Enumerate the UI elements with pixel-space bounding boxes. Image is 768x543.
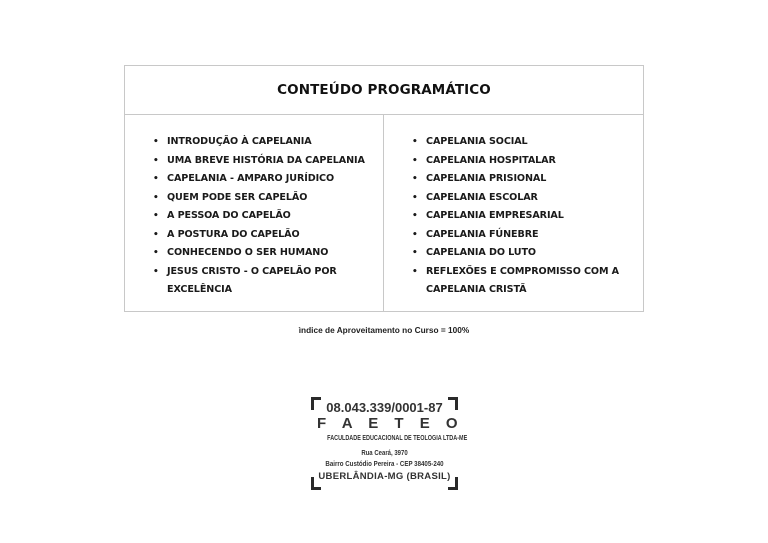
topic-label: INTRODUÇÃO À CAPELANIA [167, 136, 312, 147]
list-item [412, 152, 641, 171]
course-performance-note: ìndice de Aproveitamento no Curso = 100% [298, 325, 470, 335]
institution-stamp [311, 397, 468, 490]
list-item [153, 207, 382, 226]
bullet-icon: • [412, 248, 418, 258]
bullet-icon: • [412, 266, 418, 277]
stamp-name: F A E T E O [317, 415, 464, 432]
left-topics-list [153, 133, 382, 300]
list-item [153, 189, 382, 208]
program-content-table [124, 65, 644, 312]
stamp-full-name: FACULDADE EDUCACIONAL DE TEOLOGIA LTDA-ME [327, 435, 468, 442]
list-item [412, 133, 641, 152]
list-item [412, 189, 641, 208]
list-item [412, 207, 641, 226]
list-item [153, 263, 347, 300]
topic-label: CONHECENDO O SER HUMANO [167, 247, 329, 258]
list-item [412, 244, 641, 263]
topic-label: REFLEXÕES E COMPROMISSO COM A CAPELANIA CRISTÃ [426, 265, 619, 295]
topic-label: A PESSOA DO CAPELÃO [167, 210, 291, 221]
bullet-icon: • [153, 137, 159, 147]
list-item [153, 244, 382, 263]
table-title: CONTEÚDO PROGRAMÁTICO [277, 82, 491, 98]
left-topics-column [125, 115, 384, 311]
topic-label: JESUS CRISTO - O CAPELÃO POR EXCELÊNCIA [167, 265, 337, 295]
stamp-street: Rua Ceará, 3970 [361, 448, 408, 457]
right-topics-list [412, 133, 641, 300]
stamp-city: UBERLÂNDIA-MG (BRASIL) [318, 471, 451, 482]
list-item [153, 152, 382, 171]
table-body [125, 115, 643, 311]
list-item [153, 133, 382, 152]
list-item [153, 226, 382, 245]
topic-label: CAPELANIA SOCIAL [426, 136, 528, 147]
list-item [412, 226, 641, 245]
stamp-cnpj: 08.043.339/0001-87 [326, 400, 443, 415]
topic-label: QUEM PODE SER CAPELÃO [167, 191, 308, 203]
bullet-icon: • [412, 155, 418, 166]
topic-label: CAPELANIA - AMPARO JURÍDICO [167, 173, 335, 184]
right-topics-column [384, 115, 643, 311]
topic-label: CAPELANIA PRISIONAL [426, 173, 547, 184]
topic-label: CAPELANIA ESCOLAR [426, 191, 538, 203]
bullet-icon: • [153, 229, 159, 240]
bullet-icon: • [153, 248, 159, 258]
bullet-icon: • [412, 192, 418, 203]
topic-label: A POSTURA DO CAPELÃO [167, 228, 300, 240]
table-header [125, 66, 643, 115]
topic-label: CAPELANIA FÚNEBRE [426, 228, 539, 240]
bullet-icon: • [412, 174, 418, 184]
topic-label: CAPELANIA HOSPITALAR [426, 154, 556, 166]
bullet-icon: • [153, 155, 159, 166]
bullet-icon: • [412, 229, 418, 240]
list-item [412, 170, 641, 189]
bullet-icon: • [412, 211, 418, 221]
stamp-district: Bairro Custódio Pereira - CEP 38405-240 [325, 459, 444, 468]
topic-label: UMA BREVE HISTÓRIA DA CAPELANIA [167, 154, 365, 166]
list-item [153, 170, 382, 189]
bullet-icon: • [153, 266, 159, 277]
bullet-icon: • [412, 137, 418, 147]
bullet-icon: • [153, 211, 159, 221]
topic-label: CAPELANIA EMPRESARIAL [426, 210, 564, 221]
bullet-icon: • [153, 174, 159, 184]
list-item [412, 263, 626, 300]
bullet-icon: • [153, 192, 159, 203]
topic-label: CAPELANIA DO LUTO [426, 247, 536, 258]
